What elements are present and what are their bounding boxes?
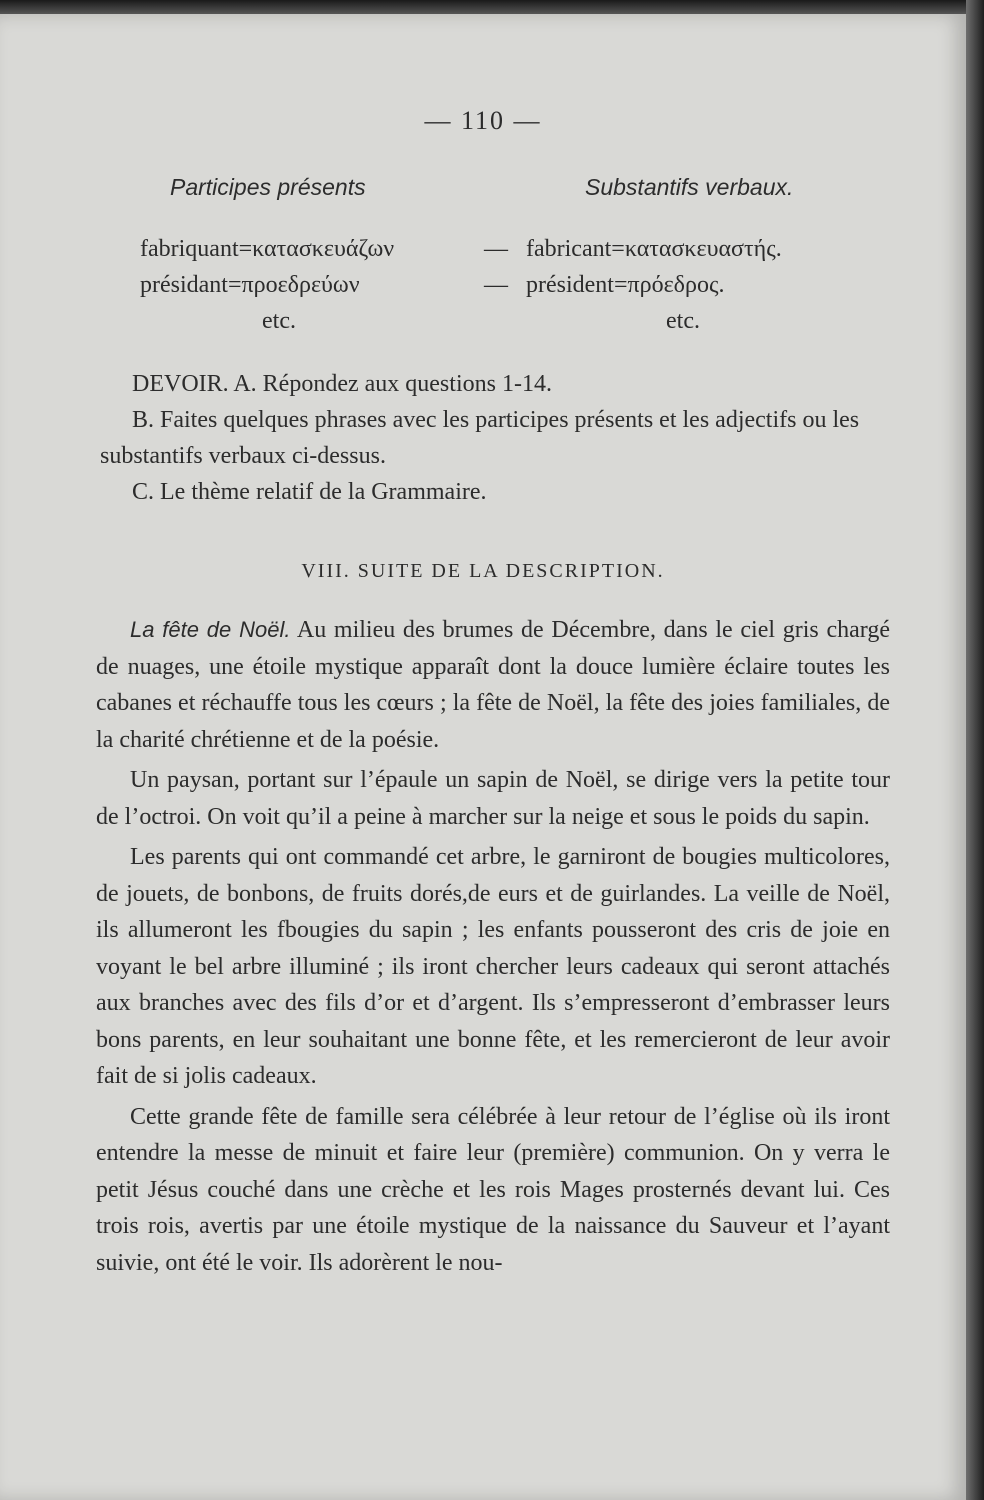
body-text [96,612,890,1285]
paragraph: Les parents qui ont commandé cet arbre, le garniront de bougies multicolores, de jouets, de bonbons, de fruits dorés,de eurs et de guirlandes. La veille de Noël, ils allumeront les fbougies du sapin ; les enfants pousseront des cris de joie en voyant le bel arbre illuminé ; ils iront chercher leurs cadeaux qui seront attachés aux branches avec des fils d’or et d’argent. Ils s’empresseront d’embrasser leurs bons parents, en leur souhaitant une bonne fête, et les remercieront de leur avoir fait de si jolis cadeaux. [96,844,890,1089]
paragraph: Un paysan, portant sur l’épaule un sapin de Noël, se dirige vers la petite tour de l’octroi. On voit qu’il a peine à marcher sur la neige et sous le poids du sapin. [96,767,890,830]
vocab-participle: etc. [262,308,296,334]
vocab-dash: — [484,236,508,262]
vocab-dash: — [484,272,508,298]
vocab-noun: président=πρόεδρος. [526,272,725,298]
header-verbal-nouns: Substantifs verbaux. [585,174,794,200]
scan-top-edge [0,0,984,14]
vocab-participle: fabriquant=κατασκευάζων [140,236,395,262]
paragraph-text: Au milieu des brumes de Décembre, dans le ciel gris chargé de nuages, une étoile mystique apparaît dont la douce lumière éclaire toutes les cabanes et réchauffe tous les cœurs ; la fête de Noël, la fête des joies familiales, de la charité chrétienne et de la poésie. [96,617,890,753]
header-participles: Participes présents [170,174,366,200]
homework-b: B. Faites quelques phrases avec les participes présents et les adjectifs ou les substantifs verbaux ci-dessus. [100,407,860,469]
vocab-noun: etc. [666,308,700,334]
scan-right-edge [966,0,984,1500]
paragraph [96,612,890,758]
homework-a: DEVOIR. A. Répondez aux questions 1-14. [132,371,552,397]
section-title: VIII. SUITE DE LA DESCRIPTION. [301,560,665,582]
paragraph-lead: La fête de Noël. [130,617,291,642]
page-number: — 110 — [424,106,542,135]
paragraph: Cette grande fête de famille sera célébrée à leur retour de l’église où ils iront entendre la messe de minuit et faire leur (première) communion. On y verra le petit Jésus couché dans une crèche et les rois Mages prosternés devant lui. Ces trois rois, avertis par une étoile mystique de la naissance du Sauveur et l’ayant suivie, ont été le voir. Ils adorèrent le nou- [96,1103,890,1276]
book-page [0,14,966,1500]
homework-c: C. Le thème relatif de la Grammaire. [132,479,487,505]
homework-block [100,366,900,510]
vocab-participle: présidant=προεδρεύων [140,272,360,298]
vocab-noun: fabricant=κατασκευαστής. [526,236,782,262]
